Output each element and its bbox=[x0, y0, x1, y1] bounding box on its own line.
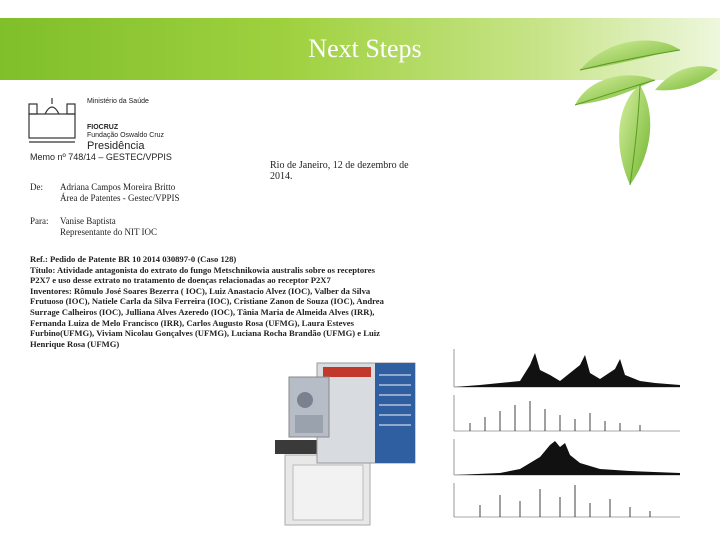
mass-spectra-icon bbox=[440, 345, 685, 523]
ref-line: Surrage Calheiros (IOC), Julliana Alves Azeredo (IOC), Tânia Maria de Almeida Alves (IRR), bbox=[30, 306, 375, 317]
mass-spectrometer-icon bbox=[275, 355, 420, 530]
ref-line: Frutuoso (IOC), Natiele Carla da Silva Ferreira (IOC), Cristiane Zanon de Souza (IOC), Andrea bbox=[30, 296, 384, 307]
to-label: Para: bbox=[30, 216, 49, 226]
ref-line: Título: Atividade antagonista do extrato do fungo Metschnikowia australis sobre os receptores bbox=[30, 264, 375, 275]
to-name: Vanise Baptista bbox=[60, 216, 116, 226]
fiocruz-label: FIOCRUZ bbox=[87, 124, 119, 131]
to-role: Representante do NIT IOC bbox=[60, 227, 158, 237]
memo-date: Rio de Janeiro, 12 de dezembro de 2014. bbox=[270, 160, 409, 182]
ref-line: Ref.: Pedido de Patente BR 10 2014 030897-0 (Caso 128) bbox=[30, 254, 237, 264]
foundation-label: Fundação Oswaldo Cruz bbox=[87, 132, 165, 139]
ref-line: Fernanda Luiza de Melo Francisco (IRR), Carlos Augusto Rosa (UFMG), Laura Esteves bbox=[30, 317, 354, 328]
ref-line: P2X7 e uso desse extrato no tratamento de doenças relacionadas ao receptor P2X7 bbox=[30, 275, 331, 286]
from-dept: Área de Patentes - Gestec/VPPIS bbox=[60, 193, 180, 203]
fiocruz-castle-logo-icon bbox=[25, 92, 80, 147]
ministry-label: Ministério da Saúde bbox=[87, 98, 149, 105]
slide-title: Next Steps bbox=[308, 34, 422, 63]
ref-line: Henrique Rosa (UFMG) bbox=[30, 338, 120, 349]
presidency-label: Presidência bbox=[87, 140, 145, 152]
reference-block bbox=[30, 254, 430, 349]
from-name: Adriana Campos Moreira Britto bbox=[60, 182, 176, 192]
ref-line: Furbino(UFMG), Viviam Nicolau Gonçalves (UFMG), Luciana Rocha Brandão (UFMG) e Luiz bbox=[30, 328, 380, 339]
patent-memo-document bbox=[25, 92, 430, 362]
memo-number: Memo nº 748/14 – GESTEC/VPPIS bbox=[30, 152, 172, 162]
leaves-decoration-icon bbox=[560, 30, 720, 200]
from-label: De: bbox=[30, 182, 43, 192]
ref-line: Inventores: Rômulo José Soares Bezerra ( IOC), Luiz Anastacio Alvez (IOC), Valber da Silva bbox=[30, 285, 371, 296]
